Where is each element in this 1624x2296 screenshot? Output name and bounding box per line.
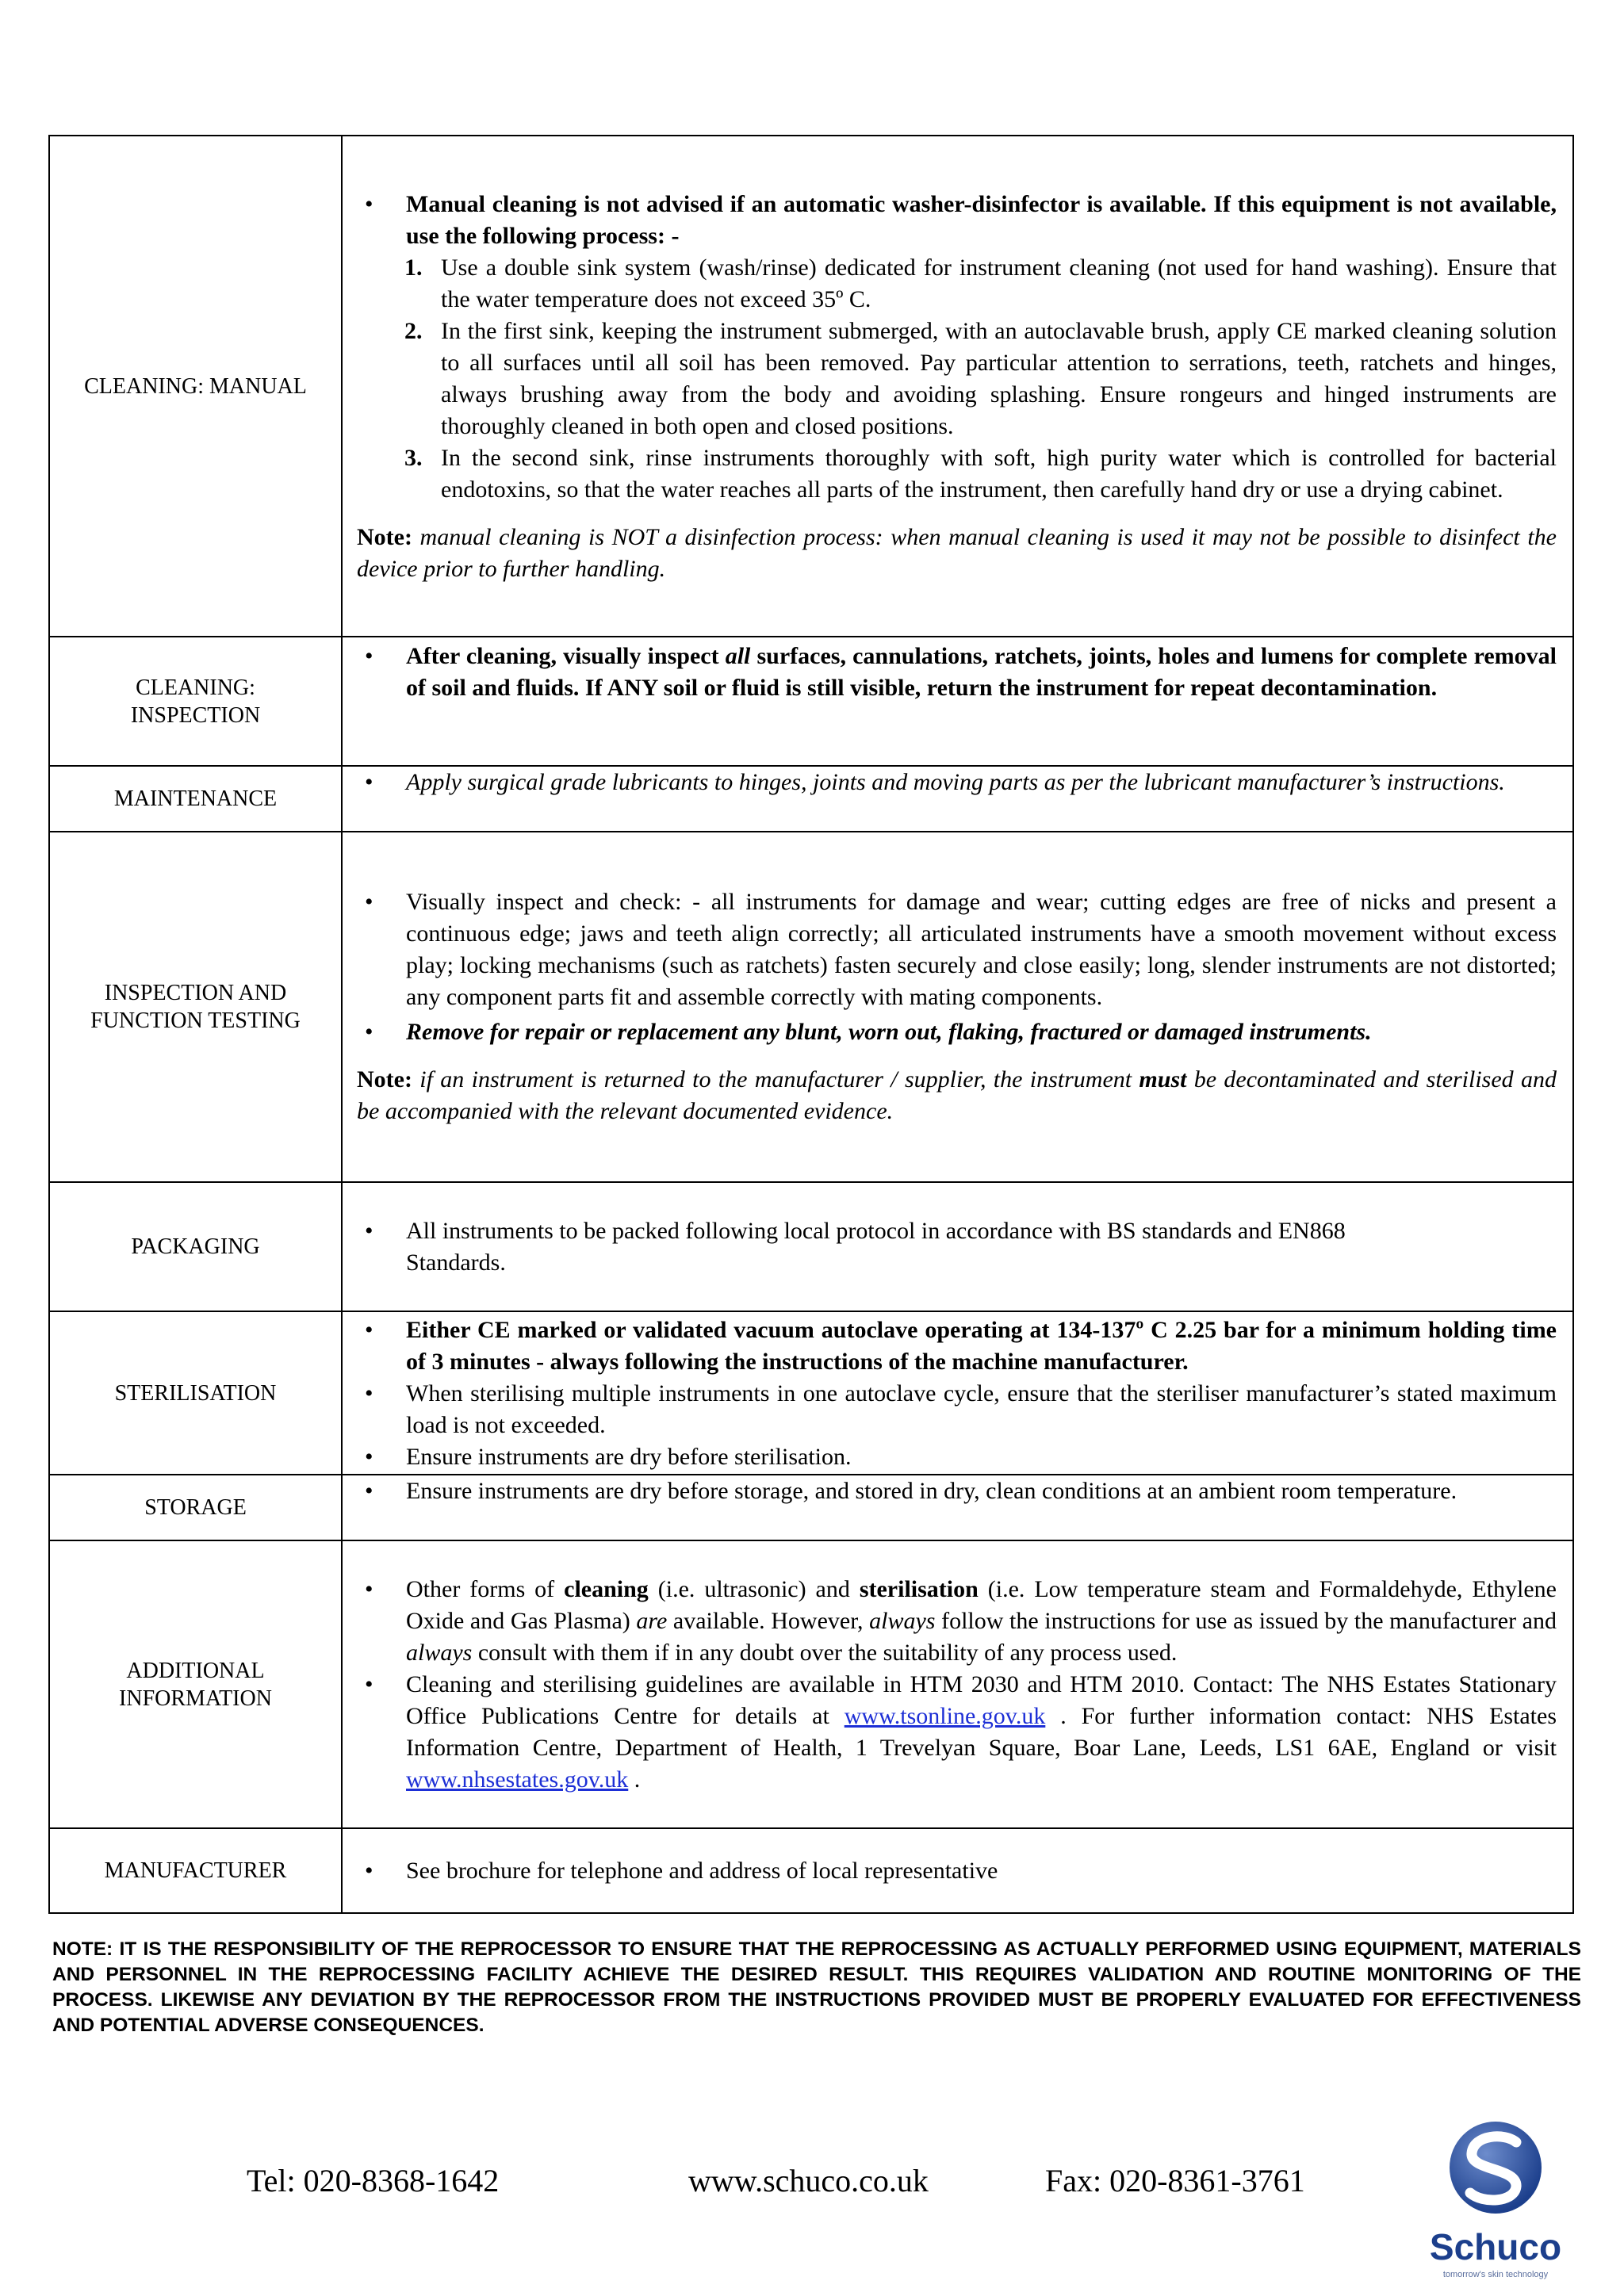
list-item: • Ensure instruments are dry before storage, and stored in dry, clean conditions at an ambient room temperature. [365,1478,1457,1504]
row-packaging [49,1182,1573,1311]
list-item: • Manual cleaning is not advised if an automatic washer-disinfector is available. If this equipment is not available, use the following process: - [365,191,1557,249]
content-sterilisation [342,1311,1573,1475]
content-cleaning-inspection [342,637,1573,766]
list-item: • Visually inspect and check: - all instruments for damage and wear; cutting edges are free of nicks and present a continuous edge; jaws and teeth align correctly; all articulated instruments have a smooth movement without excess play; locking mechanisms (such as ratchets) fasten securely and close easily; long, slender instruments are not distorted; any component parts fit and assemble correctly with mating components. [365,889,1557,1010]
label-maintenance: MAINTENANCE [49,766,342,832]
reprocessing-instructions-table [48,135,1574,1914]
list-item: • All instruments to be packed following local protocol in accordance with BS standards and EN868 Standards. [365,1217,1346,1276]
logo-tagline: tomorrow's skin technology [1442,2270,1549,2279]
tsonline-link[interactable]: www.tsonline.gov.uk [844,1702,1046,1729]
step-item: 1. Use a double sink system (wash/rinse) dedicated for instrument cleaning (not used for hand washing). Ensure that the water temperature does not exceed 35º C. [404,254,1557,312]
list-item: • When sterilising multiple instruments in one autoclave cycle, ensure that the steriliser manufacturer’s stated maximum load is not exceeded. [365,1380,1557,1438]
reprocessor-disclaimer: NOTE: IT IS THE RESPONSIBILITY OF THE REPROCESSOR TO ENSURE THAT THE REPROCESSING AS ACTUALLY PERFORMED USING EQUIPMENT, MATERIALS AND PERSONNEL IN THE REPROCESSING FACILITY ACHIEVE THE DESIRED RESULT. THIS REQUIRES VALIDATION AND ROUTINE MONITORING OF THE PROCESS. LIKEWISE ANY DEVIATION BY THE REPROCESSOR FROM THE INSTRUCTIONS PROVIDED MUST BE PROPERLY EVALUATED FOR EFFECTIVENESS AND POTENTIAL ADVERSE CONSEQUENCES. [52,1938,1581,2036]
content-cleaning-manual [342,136,1573,637]
list-item: • Remove for repair or replacement any blunt, worn out, flaking, fractured or damaged instruments. [365,1019,1372,1045]
row-maintenance [49,766,1573,832]
manual-cleaning-note: Note: manual cleaning is NOT a disinfection process: when manual cleaning is used it may not be possible to disinfect the device prior to further handling. [357,524,1557,582]
label-cleaning-manual: CLEANING: MANUAL [49,136,342,637]
inspection-note: Note: if an instrument is returned to the manufacturer / supplier, the instrument must be decontaminated and sterilised and be accompanied with the relevant documented evidence. [357,1066,1557,1124]
label-manufacturer: MANUFACTURER [49,1828,342,1913]
content-packaging [342,1182,1573,1311]
row-manufacturer [49,1828,1573,1913]
row-inspection-function-testing [49,832,1573,1182]
row-additional-information [49,1540,1573,1828]
footer-website[interactable]: www.schuco.co.uk [688,2163,929,2198]
content-manufacturer [342,1828,1573,1913]
content-inspection-function-testing [342,832,1573,1182]
numbered-steps [357,252,1557,506]
label-storage: STORAGE [49,1475,342,1540]
step-item: 3. In the second sink, rinse instruments thoroughly with soft, high purity water which is controlled for bacterial endotoxins, so that the water reaches all parts of the instrument, then carefully hand dry or use a drying cabinet. [404,445,1557,503]
label-cleaning-inspection: CLEANING: INSPECTION [49,637,342,766]
footer-fax: Fax: 020-8361-3761 [1045,2163,1305,2198]
list-item: • Other forms of cleaning (i.e. ultrasonic) and sterilisation (i.e. Low temperature steam and Formaldehyde, Ethylene Oxide and Gas Plasma) are available. However, always follow the instructions for use as issued by the manufacturer and always consult with them if in any doubt over the suitability of any process used. [365,1575,1557,1666]
list-item: • Apply surgical grade lubricants to hinges, joints and moving parts as per the lubricant manufacturer’s instructions. [365,769,1505,795]
nhsestates-link[interactable]: www.nhsestates.gov.uk [406,1766,629,1793]
list-item: • Ensure instruments are dry before sterilisation. [365,1444,852,1470]
footer-telephone: Tel: 020-8368-1642 [247,2163,500,2198]
label-additional-information: ADDITIONAL INFORMATION [49,1540,342,1828]
bullet-list [357,189,1557,252]
schuco-logo [1416,2118,1575,2285]
row-cleaning-manual [49,136,1573,637]
manual-cleaning-intro: Manual cleaning is not advised if an automatic washer-disinfector is available. If this equipment is not available, use the following process: - [406,191,1557,249]
label-sterilisation: STERILISATION [49,1311,342,1475]
list-item: • After cleaning, visually inspect all surfaces, cannulations, ratchets, joints, holes and lumens for complete removal of soil and fluids. If ANY soil or fluid is still visible, return the instrument for repeat decontamination. [365,643,1557,701]
label-packaging: PACKAGING [49,1182,342,1311]
label-inspection-function-testing: INSPECTION AND FUNCTION TESTING [49,832,342,1182]
list-item: • Cleaning and sterilising guidelines are available in HTM 2030 and HTM 2010. Contact: The NHS Estates Stationary Office Publications Centre for details at www.tsonline.gov.uk . For further information contact: NHS Estates Information Centre, Department of Health, 1 Trevelyan Square, Boar Lane, Leeds, LS1 6AE, England or visit www.nhsestates.gov.uk . [365,1670,1557,1793]
row-sterilisation [49,1311,1573,1475]
logo-name: Schuco [1429,2226,1562,2267]
row-storage [49,1475,1573,1540]
content-maintenance [342,766,1573,832]
step-item: 2. In the first sink, keeping the instrument submerged, with an autoclavable brush, apply CE marked cleaning solution to all surfaces until all soil has been removed. Pay particular attention to serrations, teeth, ratchets and hinges, always brushing away from the body and avoiding splashing. Ensure rongeurs and hinged instruments are thoroughly cleaned in both open and closed positions. [404,318,1557,439]
list-item: • See brochure for telephone and address of local representative [365,1857,998,1884]
row-cleaning-inspection [49,637,1573,766]
content-storage [342,1475,1573,1540]
content-additional-information [342,1540,1573,1828]
list-item: • Either CE marked or validated vacuum autoclave operating at 134-137º C 2.25 bar for a minimum holding time of 3 minutes - always following the instructions of the machine manufacturer. [365,1317,1557,1375]
